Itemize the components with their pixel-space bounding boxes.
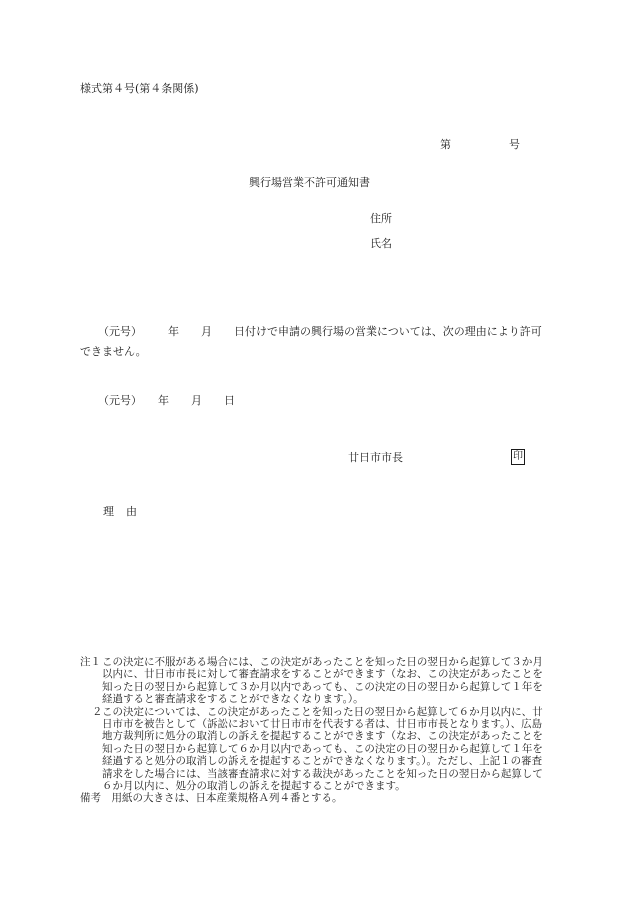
body-text: 日付けで申請の興行場の営業については、次の理由により許可できません。 <box>80 325 542 358</box>
note-label: ２ <box>92 705 103 718</box>
reason-heading <box>103 505 137 518</box>
body-month: 月 <box>201 325 212 338</box>
name-label: 氏名 <box>370 237 392 250</box>
note-item <box>80 706 550 793</box>
note-text: この決定に不服がある場合には、この決定があったことを知った日の翌日から起算して３か月以内に、廿日市市長に対して審査請求をすることができます（なお、この決定があったことを知った日の翌日から起算して３か月以内であっても、この決定の日の翌日から起算して１年を経過すると審査請求をすることができなくなります。）。 <box>102 656 543 706</box>
body-year: 年 <box>168 325 179 338</box>
date-era: （元号） <box>98 394 142 407</box>
remarks-line <box>80 792 550 804</box>
reason-char-1: 理 <box>103 505 114 518</box>
document-title: 興行場営業不許可通知書 <box>249 176 370 189</box>
note-text: この決定については、この決定があったことを知った日の翌日から起算して６か月以内に、廿日市市を被告として（訴訟において廿日市市を代表する者は、廿日市市長となります。）、広島地方裁判所に処分の取消しの訴えを提起することができます（なお、この決定があったことを知った日の翌日から起算して６か月以内であっても、この決定の日の翌日から起算して１年を経過すると処分の取消しの訴えを提起することができなくなります。）。ただし、上記１の審査請求をした場合には、当該審査請求に対する裁決があったことを知った日の翌日から起算して６か月以内に、処分の取消しの訴えを提起することができます。 <box>102 705 543 793</box>
remarks-text: 用紙の大きさは、日本産業規格Ａ列４番とする。 <box>111 792 343 805</box>
note-item <box>80 656 550 706</box>
body-era: （元号） <box>98 325 142 338</box>
issuer-name: 廿日市市長 <box>348 451 403 464</box>
issue-date <box>98 394 235 407</box>
number-prefix: 第 <box>440 138 451 151</box>
notes-section <box>80 656 550 805</box>
notice-body <box>80 322 552 362</box>
number-suffix: 号 <box>509 138 520 151</box>
date-month: 月 <box>191 394 202 407</box>
seal-mark: 印 <box>511 449 525 465</box>
document-number-line <box>440 138 520 151</box>
reason-char-2: 由 <box>126 505 137 518</box>
date-year: 年 <box>158 394 169 407</box>
note-label: 注１ <box>80 656 101 668</box>
remarks-label: 備考 <box>80 792 101 805</box>
form-number: 様式第４号(第４条関係) <box>80 82 199 95</box>
address-label: 住所 <box>370 212 392 225</box>
date-day: 日 <box>224 394 235 407</box>
